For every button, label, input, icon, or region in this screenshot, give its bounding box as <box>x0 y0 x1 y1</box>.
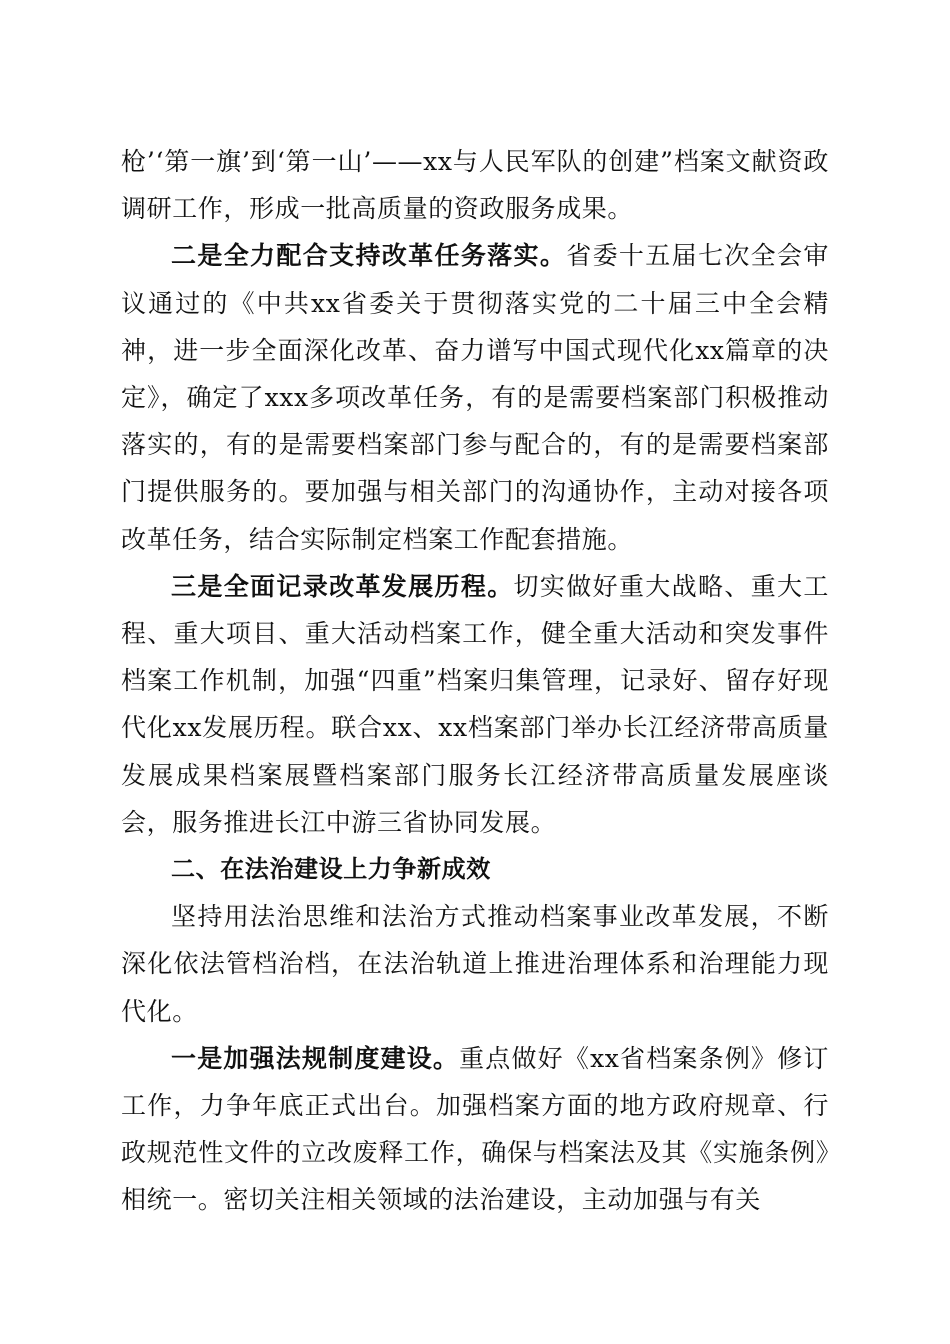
paragraph-continuation <box>121 138 829 232</box>
paragraph-regulations <box>121 1035 829 1224</box>
paragraph-text: 枪’‘第一旗’到‘第一山’——xx与人民军队的创建”档案文献资政调研工作，形成一批高质量的资政服务成果。 <box>121 147 829 224</box>
paragraph-lead: 一是加强法规制度建设。 <box>171 1043 460 1073</box>
paragraph-reform-history <box>121 563 829 846</box>
section-heading: 二、在法治建设上力争新成效 <box>171 855 491 884</box>
paragraph-lead: 二是全力配合支持改革任务落实。 <box>171 241 567 271</box>
document-body <box>121 138 829 1224</box>
paragraph-text: 重点做好《xx省档案条例》修订工作，力争年底正式出台。加强档案方面的地方政府规章、行政规范性文件的立改废释工作，确保与档案法及其《实施条例》相统一。密切关注相关领域的法治建设，主动加强与有关 <box>121 1043 829 1215</box>
paragraph-text: 切实做好重大战略、重大工程、重大项目、重大活动档案工作，健全重大活动和突发事件档案工作机制，加强“四重”档案归集管理，记录好、留存好现代化xx发展历程。联合xx、xx档案部门举办长江经济带高质量发展成果档案展暨档案部门服务长江经济带高质量发展座谈会，服务推进长江中游三省协同发展。 <box>121 571 829 837</box>
paragraph-rule-of-law-intro <box>121 893 829 1035</box>
paragraph-lead: 三是全面记录改革发展历程。 <box>171 571 514 601</box>
paragraph-reform-tasks <box>121 232 829 562</box>
paragraph-text: 坚持用法治思维和法治方式推动档案事业改革发展，不断深化依法管档治档，在法治轨道上推进治理体系和治理能力现代化。 <box>121 902 829 1026</box>
paragraph-text: 省委十五届七次全会审议通过的《中共xx省委关于贯彻落实党的二十届三中全会精神，进一步全面深化改革、奋力谱写中国式现代化xx篇章的决定》，确定了xxx多项改革任务，有的是需要档案部门积极推动落实的，有的是需要档案部门参与配合的，有的是需要档案部门提供服务的。要加强与相关部门的沟通协作，主动对接各项改革任务，结合实际制定档案工作配套措施。 <box>121 241 829 554</box>
